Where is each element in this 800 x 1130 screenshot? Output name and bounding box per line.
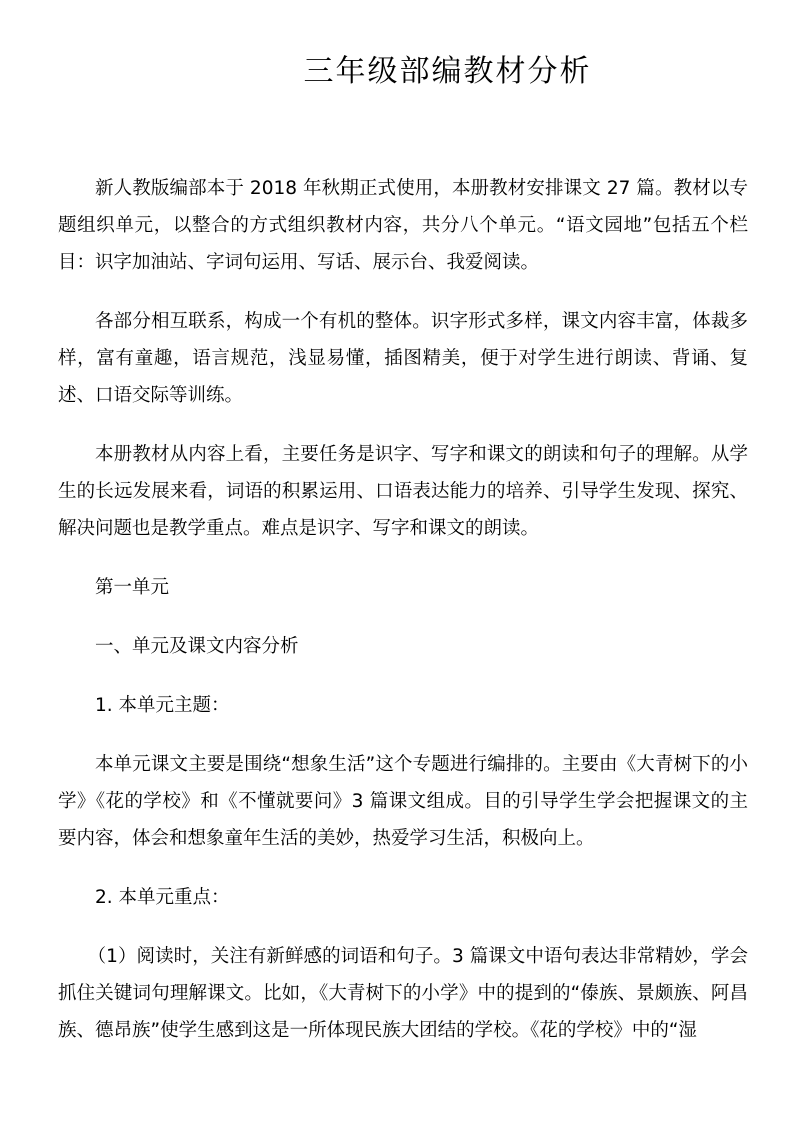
paragraph-focus-item-1: （1）阅读时，关注有新鲜感的词语和句子。3 篇课文中语句表达非常精妙，学会抓住关键词句理解课文。比如，《大青树下的小学》中的提到的“傣族、景颇族、阿昌族、德昂族”使学生感到这是一所体现民族大团结的学校。《花的学校》中的“湿 bbox=[58, 946, 748, 1041]
paragraph-structure: 各部分相互联系，构成一个有机的整体。识字形式多样，课文内容丰富，体裁多样，富有童趣，语言规范，浅显易懂，插图精美，便于对学生进行朗读、背诵、复述、口语交际等训练。 bbox=[58, 311, 748, 406]
paragraph-tasks: 本册教材从内容上看，主要任务是识字、写字和课文的朗读和句子的理解。从学生的长远发展来看，词语的积累运用、口语表达能力的培养、引导学生发现、探究、解决问题也是教学重点。难点是识字、写字和课文的朗读。 bbox=[58, 444, 748, 539]
subsection-theme-heading: 1. 本单元主题： bbox=[95, 695, 230, 716]
subsection-focus-heading: 2. 本单元重点： bbox=[95, 887, 230, 908]
document-title: 三年级部编教材分析 bbox=[303, 54, 592, 89]
document-body bbox=[58, 170, 748, 1071]
paragraph-intro: 新人教版编部本于 2018 年秋期正式使用，本册教材安排课文 27 篇。教材以专题组织单元，以整合的方式组织教材内容，共分八个单元。“语文园地”包括五个栏目：识字加油站、字词句运用、写话、展示台、我爱阅读。 bbox=[58, 178, 748, 273]
unit-heading: 第一单元 bbox=[95, 577, 170, 598]
paragraph-unit-theme: 本单元课文主要是围绕“想象生活”这个专题进行编排的。主要由《大青树下的小学》《花的学校》和《不懂就要问》3 篇课文组成。目的引导学生学会把握课文的主要内容，体会和想象童年生活的美妙，热爱学习生活，积极向上。 bbox=[58, 754, 748, 849]
section-heading: 一、单元及课文内容分析 bbox=[95, 636, 299, 657]
